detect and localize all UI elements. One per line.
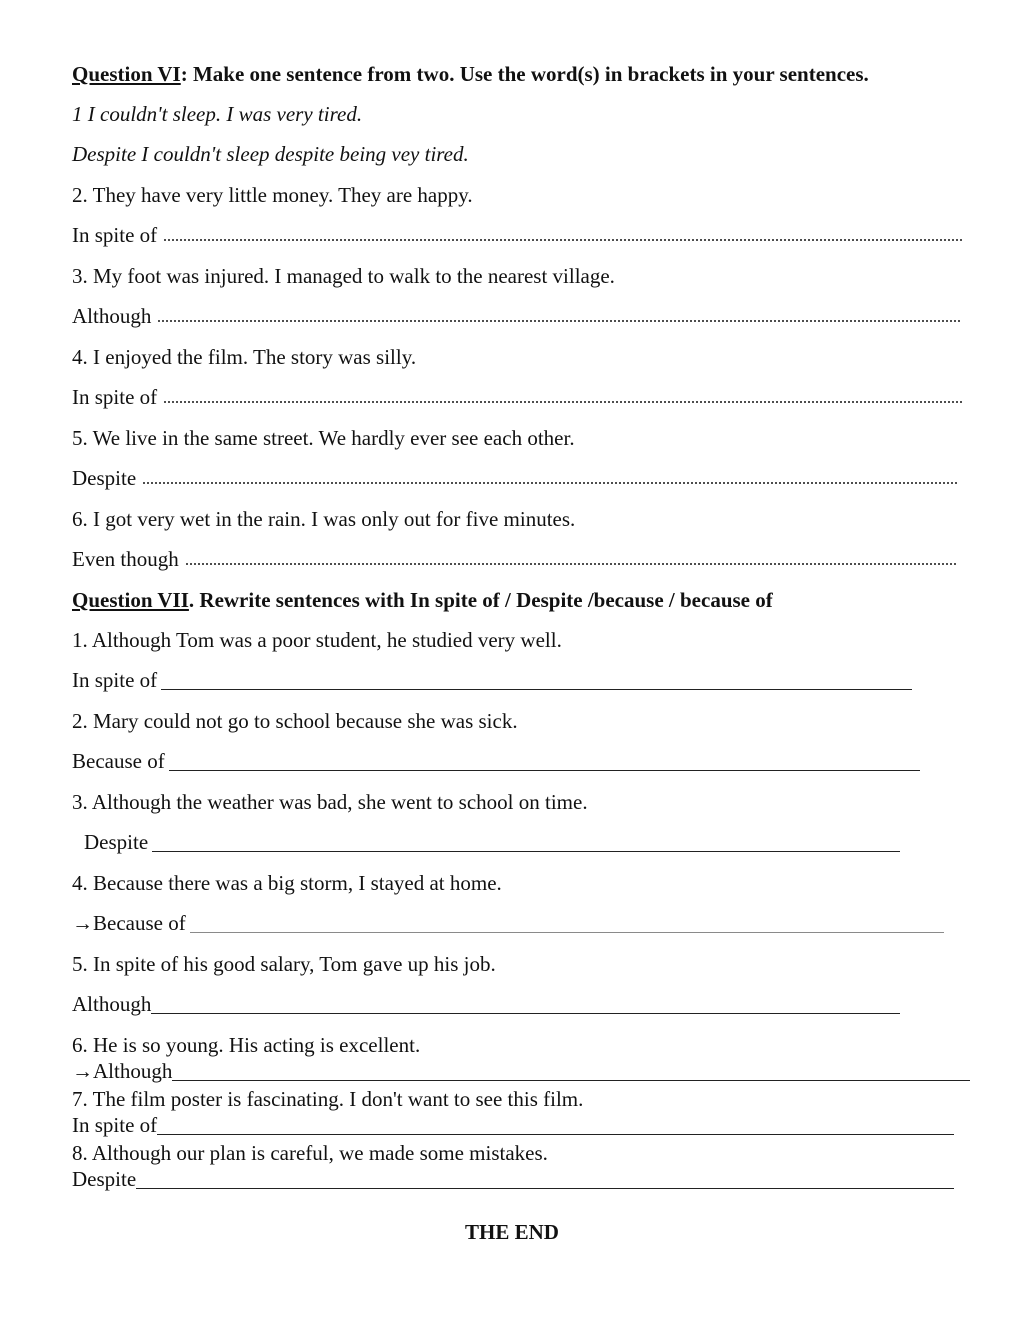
q7-item-6-sentence: 6. He is so young. His acting is excellent. [72, 1033, 421, 1057]
q7-item-1-answer-blank[interactable] [161, 669, 912, 690]
q7-item-1-sentence: 1. Although Tom was a poor student, he studied very well. [72, 628, 562, 652]
q7-item-5-prompt: Although [72, 992, 152, 1016]
question-7-instruction: . Rewrite sentences with In spite of / Despite /because / because of [188, 588, 773, 612]
q7-item-3-answer-blank[interactable] [152, 831, 900, 852]
q7-item-1-answer-row [72, 667, 912, 693]
q7-item-7-answer-blank[interactable] [157, 1114, 954, 1135]
q7-item-4-prompt: →Because of [72, 911, 186, 935]
q6-item-6-prompt: Even though [72, 547, 179, 571]
q6-item-3-sentence: 3. My foot was injured. I managed to walk to the nearest village. [72, 264, 615, 288]
q7-item-2-sentence: 2. Mary could not go to school because she was sick. [72, 709, 518, 733]
q7-item-8-sentence: 8. Although our plan is careful, we made some mistakes. [72, 1141, 548, 1165]
q6-item-4-answer-blank[interactable] [163, 400, 962, 404]
q7-item-5-answer-row [72, 991, 900, 1017]
q6-item-6-sentence: 6. I got very wet in the rain. I was only out for five minutes. [72, 507, 576, 531]
q7-item-4-sentence: 4. Because there was a big storm, I stayed at home. [72, 871, 502, 895]
q6-item-3-answer-row [72, 303, 962, 329]
end-title: THE END [465, 1220, 559, 1244]
q7-item-2-answer-row [72, 748, 920, 774]
q7-item-6-prompt: →Although [72, 1059, 173, 1083]
q6-item-4-sentence: 4. I enjoyed the film. The story was silly. [72, 345, 417, 369]
q7-item-7-prompt: In spite of [72, 1113, 158, 1137]
q6-item-5-answer-blank[interactable] [142, 481, 957, 485]
q6-item-6-answer-blank[interactable] [185, 562, 957, 566]
q7-item-4-answer-row [72, 910, 944, 936]
q7-item-8-answer-row [72, 1166, 954, 1192]
q7-item-6-answer-blank[interactable] [172, 1060, 970, 1081]
question-7-label: Question VII [72, 588, 189, 612]
question-7-heading [72, 587, 773, 613]
q6-item-5-sentence: 5. We live in the same street. We hardly ever see each other. [72, 426, 575, 450]
q6-item-6-answer-row [72, 546, 957, 572]
q6-item-5-prompt: Despite [72, 466, 137, 490]
example-sentence: 1 I couldn't sleep. I was very tired. [72, 102, 363, 126]
q7-item-3-sentence: 3. Although the weather was bad, she went to school on time. [72, 790, 588, 814]
q7-item-7-answer-row [72, 1112, 954, 1138]
q6-item-2-prompt: In spite of [72, 223, 158, 247]
q7-item-3-prompt: Despite [84, 830, 149, 854]
q7-item-8-answer-blank[interactable] [136, 1168, 954, 1189]
q6-item-4-prompt: In spite of [72, 385, 158, 409]
question-6-heading [72, 61, 869, 87]
q6-item-3-prompt: Although [72, 304, 152, 328]
question-6-instruction: : Make one sentence from two. Use the word(s) in brackets in your sentences. [180, 62, 869, 86]
q6-item-2-answer-row [72, 222, 962, 248]
q7-item-2-prompt: Because of [72, 749, 165, 773]
q7-item-5-answer-blank[interactable] [151, 993, 900, 1014]
q6-item-3-answer-blank[interactable] [157, 319, 962, 323]
q7-item-4-answer-blank[interactable] [190, 912, 944, 933]
q7-item-7-sentence: 7. The film poster is fascinating. I don't want to see this film. [72, 1087, 584, 1111]
q6-item-2-answer-blank[interactable] [163, 238, 962, 242]
q7-item-1-prompt: In spite of [72, 668, 158, 692]
q7-item-2-answer-blank[interactable] [169, 750, 920, 771]
q7-item-6-answer-row [72, 1058, 970, 1084]
q6-item-2-sentence: 2. They have very little money. They are happy. [72, 183, 473, 207]
q7-item-8-prompt: Despite [72, 1167, 137, 1191]
q7-item-3-answer-row [84, 829, 900, 855]
q6-item-5-answer-row [72, 465, 957, 491]
q7-item-5-sentence: 5. In spite of his good salary, Tom gave up his job. [72, 952, 496, 976]
question-6-label: Question VI [72, 62, 181, 86]
example-answer: Despite I couldn't sleep despite being vey tired. [72, 142, 469, 166]
q6-item-4-answer-row [72, 384, 962, 410]
